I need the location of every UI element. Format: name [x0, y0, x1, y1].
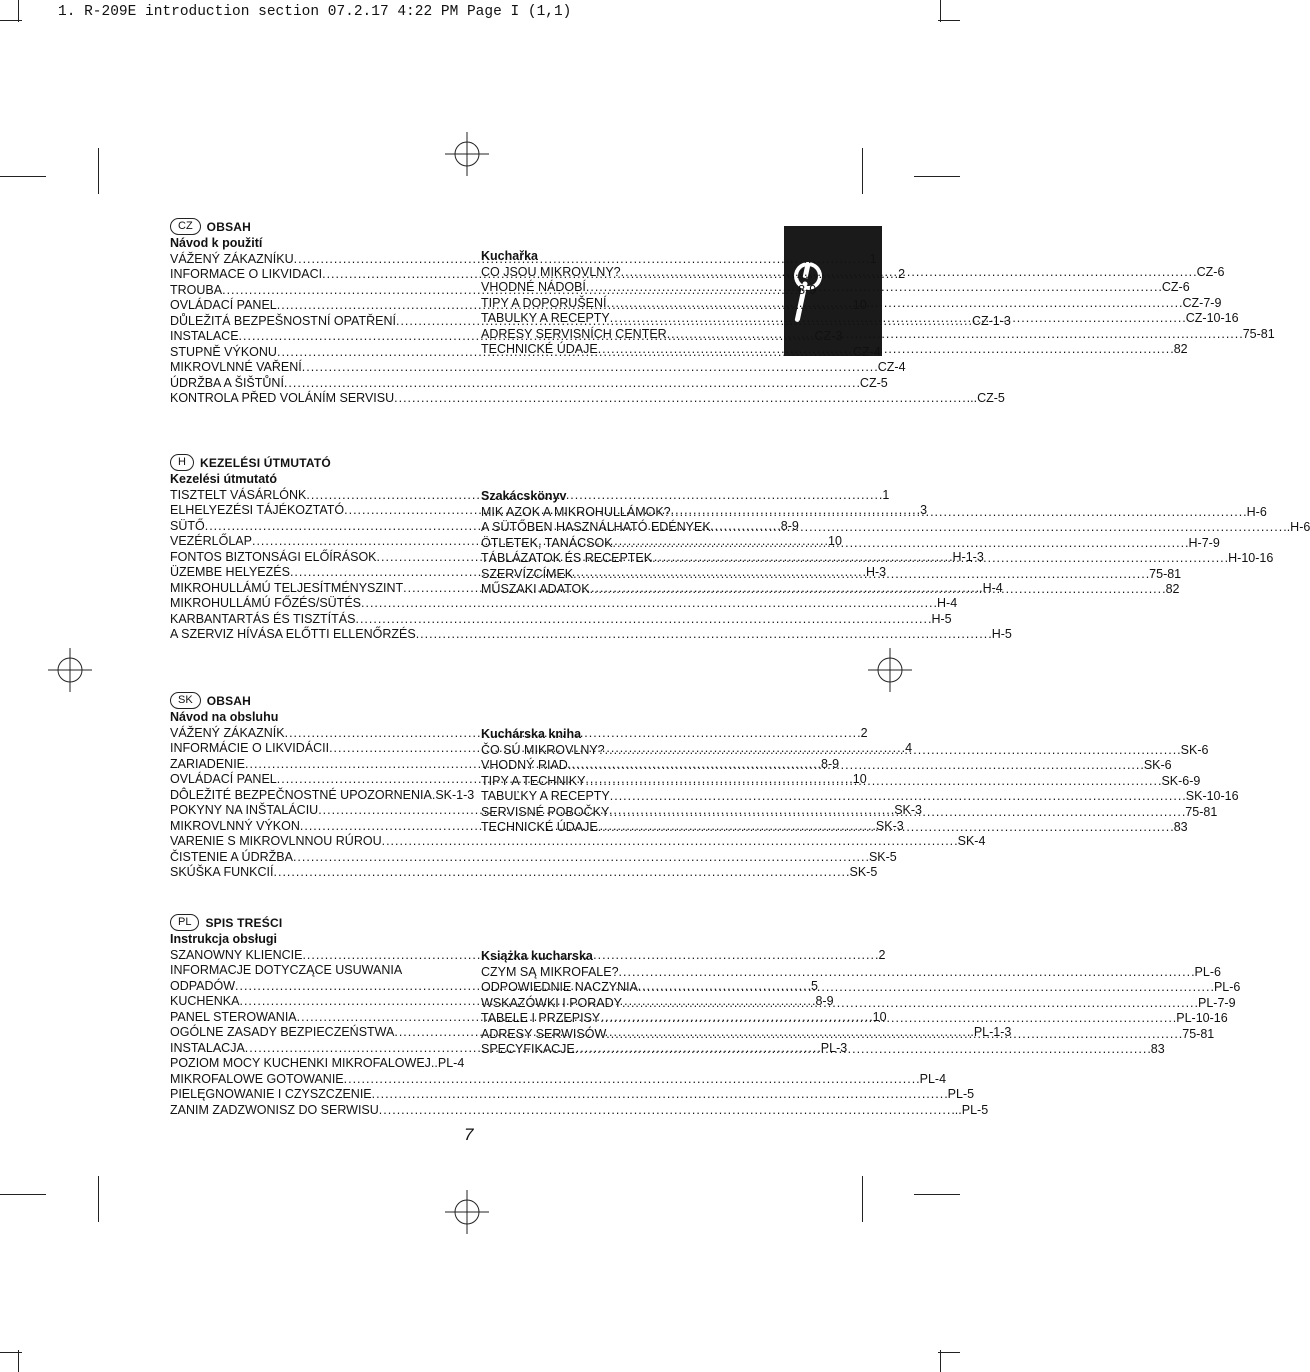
toc-entry-label: SÜTŐ [170, 518, 205, 533]
section-title: KEZELÉSI ÚTMUTATÓ [199, 455, 331, 470]
toc-entry-page: .PL-3 [817, 1040, 848, 1055]
toc-entry [170, 375, 888, 392]
toc-entry-page: .H-4 [933, 596, 958, 610]
toc-entry-page: .10 [824, 534, 842, 548]
toc-entry-page: .SK-5 [865, 849, 897, 864]
toc-entry-label: MŰSZAKI ADATOK [481, 582, 590, 596]
toc-entry-page: .75-81 [1181, 804, 1218, 819]
toc-entry-label: OVLÁDACÍ PANEL [170, 298, 277, 312]
toc-entry-page: ..PL-1-3 [966, 1025, 1012, 1039]
language-badge: PL [170, 914, 199, 931]
dot-leader [586, 280, 1159, 296]
dot-leader [605, 743, 1178, 759]
crop-mark [862, 148, 863, 194]
toc-entry-label: VHODNÉ NÁDOBÍ [481, 280, 586, 294]
toc-entry [481, 1011, 1228, 1027]
section-subtitle: Kezelési útmutató [170, 472, 277, 486]
toc-entry-page: .8-9 [777, 518, 799, 533]
toc-entry-page: .10 [849, 772, 867, 786]
toc-entry-label: ODPADÓW [170, 978, 236, 993]
dot-leader [585, 774, 1158, 790]
toc-entry-page: .CZ-4 [874, 360, 906, 374]
toc-entry [170, 627, 1012, 643]
toc-entry-label: ZARIADENIE [170, 756, 246, 771]
toc-entry-label: KONTROLA PŘED VOLÁNÍM SERVISU [170, 391, 395, 405]
toc-entry-label: INFORMÁCIE O LIKVIDÁCII [170, 741, 330, 755]
dot-leader [568, 758, 1141, 774]
toc-entry [170, 1087, 975, 1103]
dot-leader [600, 1011, 1173, 1027]
toc-entry-page: .CZ-6 [1158, 280, 1190, 294]
crop-mark [940, 1350, 941, 1372]
crop-mark [0, 176, 46, 177]
toc-entry-page: .1 [878, 487, 890, 502]
toc-entry-label: MIKROVLNNÝ VÝKON [170, 818, 300, 833]
cookbook-title: Książka kucharska [481, 949, 593, 963]
crop-mark [938, 1352, 960, 1353]
toc-entry-label: VEZÉRLŐLAP [170, 534, 252, 548]
toc-entry-page: .2 [874, 947, 886, 962]
dot-leader [575, 1042, 1148, 1058]
toc-entry-page: .SK-6 [1140, 758, 1172, 772]
toc-entry [170, 391, 1005, 407]
crop-mark [914, 1194, 960, 1195]
toc-entry [481, 504, 1267, 521]
crop-mark [914, 176, 960, 177]
section-heading [170, 454, 460, 471]
crop-mark [0, 1352, 22, 1353]
toc-entry-label: ADRESY SERWISÓW [481, 1026, 607, 1041]
crop-mark [18, 0, 19, 22]
language-badge: CZ [170, 218, 201, 235]
toc-entry-label: CO JSOU MIKROVLNY? [481, 264, 621, 279]
toc-entry-label: PANEL STEROWANIA [170, 1009, 297, 1024]
toc-entry-page: ...CZ-5 [966, 391, 1005, 405]
toc-entry-label: VARENIE S MIKROVLNNOU RÚROU [170, 834, 382, 848]
toc-entry-page: .CZ-1-3 [968, 313, 1011, 328]
toc-entry [170, 596, 958, 612]
dot-leader [372, 1087, 945, 1103]
dot-leader [379, 1103, 952, 1119]
toc-entry-label: DÔLEŽITÉ BEZPEČNOSTNÉ UPOZORNENIA [170, 787, 432, 802]
dot-leader [382, 834, 955, 850]
toc-entry-page: .CZ-6 [1193, 264, 1225, 279]
toc-entry-page: .8-9 [812, 994, 834, 1008]
toc-entry-label: A SZERVIZ HÍVÁSA ELŐTTI ELLENŐRZÉS [170, 627, 416, 641]
toc-entry-label: KARBANTARTÁS ÉS TISZTÍTÁS [170, 611, 356, 626]
dot-leader [355, 612, 928, 628]
toc-entry-label: TECHNICKÉ ÚDAJE [481, 342, 598, 356]
toc-entry-label: ČO SÚ MIKROVLNY? [481, 742, 605, 757]
toc-entry-page: .2 [857, 725, 868, 740]
cookbook-title: Kuchařka [481, 249, 538, 263]
language-badge: SK [170, 692, 201, 709]
registration-mark-icon [868, 648, 912, 692]
crop-mark [938, 20, 960, 21]
toc-entry-label: STUPNĚ VÝKONU [170, 344, 277, 359]
toc-entry-label: FONTOS BIZTONSÁGI ELŐÍRÁSOK [170, 549, 377, 564]
toc-entry [170, 834, 986, 850]
dot-leader [302, 360, 875, 376]
toc-entry-label: OGÓLNE ZASADY BEZPIECZEŃSTWA [170, 1025, 395, 1039]
page-number: 7 [464, 1125, 474, 1144]
dot-leader [671, 505, 1244, 521]
toc-entry-page: .4 [901, 741, 913, 755]
dot-leader [590, 582, 1163, 598]
toc-entry-page: .1 [866, 251, 877, 266]
section-title: OBSAH [206, 219, 252, 234]
dot-leader [394, 391, 967, 407]
toc-entry-label: POKYNY NA INŠTALÁCIU [170, 803, 319, 817]
dot-leader [622, 996, 1195, 1012]
toc-entry-page: .CZ-3 [811, 329, 843, 343]
toc-entry-page: .SK-1-3 [431, 787, 475, 802]
toc-entry-page: .PL-6 [1210, 980, 1241, 994]
toc-entry-page: .PL-10-16 [1172, 1011, 1228, 1025]
dot-leader [609, 805, 1182, 821]
dot-leader [621, 265, 1194, 281]
toc-entry-page: .83 [1147, 1042, 1165, 1056]
toc-entry-page: .CZ-5 [856, 375, 888, 390]
toc-entry-page: .8-9 [794, 282, 817, 297]
dot-leader [598, 342, 1171, 358]
toc-entry-label: ADRESY SERVISNÍCH CENTER [481, 326, 667, 341]
toc-entry [170, 1071, 947, 1088]
crop-mark [98, 148, 99, 194]
toc-entry [481, 742, 1209, 759]
toc-entry-page: .3 [916, 503, 928, 517]
toc-entry [170, 611, 952, 628]
toc-entry-label: MIKROHULLÁMÚ FŐZÉS/SÜTÉS [170, 596, 361, 610]
toc-entry-page: .H-5 [928, 611, 952, 626]
section-heading [170, 692, 460, 709]
toc-entry-label: TISZTELT VÁSÁRLÓNK [170, 487, 307, 502]
toc-entry-label: SZERVÍZCÍMEK [481, 566, 574, 581]
section-heading [170, 914, 460, 931]
toc-entry-page: .10 [869, 1009, 887, 1024]
toc-entry-page: .SK-6 [1177, 742, 1209, 757]
toc-entry-page: ..H-4 [975, 580, 1003, 595]
section-subtitle: Návod na obsluhu [170, 710, 279, 724]
toc-entry-page: .2 [894, 267, 906, 281]
toc-entry-label: ČISTENIE A ÚDRŽBA [170, 849, 293, 864]
dot-leader [619, 965, 1192, 981]
toc-entry-label: ÚDRŽBA A ŠIŠTŮNÍ [170, 375, 284, 390]
dot-leader [711, 520, 1284, 536]
toc-entry-page: .CZ-10-16 [1182, 311, 1239, 325]
registration-mark-icon [445, 132, 489, 176]
toc-entry-page: .75-81 [1178, 1026, 1215, 1041]
toc-entry-label: VHODNÝ RIAD [481, 758, 568, 772]
toc-entry [170, 865, 878, 881]
dot-leader [361, 596, 934, 612]
dot-leader [610, 311, 1183, 327]
toc-entry-page: .CZ-4 [849, 344, 881, 359]
dot-leader [652, 551, 1225, 567]
crop-mark [0, 1194, 46, 1195]
crop-mark [0, 20, 22, 21]
toc-entry-label: ÜZEMBE HELYEZÉS [170, 565, 290, 579]
toc-entry-label: SZANOWNY KLIENCIE [170, 947, 303, 962]
toc-entry-page: .H-10-16 [1224, 551, 1274, 565]
toc-entry-label: INFORMACE O LIKVIDACI [170, 267, 323, 281]
toc-entry-page: ...PL-5 [951, 1102, 989, 1117]
toc-entry-page: ..PL-4 [430, 1056, 465, 1070]
language-badge: H [170, 454, 194, 471]
toc-entry [481, 264, 1225, 281]
dot-leader [613, 536, 1186, 552]
toc-entry-label: ÖTLETEK, TANÁCSOK [481, 535, 613, 550]
dot-leader [610, 789, 1183, 805]
toc-entry-label: VÁŽENÝ ZÁKAZNÍKU [170, 251, 294, 266]
toc-entry-label: TÁBLÁZATOK ÉS RECEPTEK [481, 551, 653, 565]
toc-entry-label: SERVISNÉ POBOČKY [481, 804, 610, 819]
section-heading [170, 218, 460, 235]
toc-entry [170, 787, 475, 804]
dot-leader [607, 296, 1180, 312]
toc-entry [170, 1056, 465, 1072]
toc-entry-label: TROUBA [170, 282, 223, 297]
crop-mark [18, 1350, 19, 1372]
toc-entry-label: VÁŽENÝ ZÁKAZNÍK [170, 725, 285, 740]
toc-entry [170, 849, 897, 866]
toc-entry-page: .PL-4 [916, 1071, 947, 1086]
toc-entry-label: MIKROVLNNÉ VAŘENÍ [170, 360, 302, 374]
print-header: 1. R-209E introduction section 07.2.17 4:22 PM Page I (1,1) [58, 4, 572, 20]
toc-entry-label: MIK AZOK A MIKROHULLÁMOK? [481, 504, 671, 519]
toc-entry [481, 980, 1241, 996]
toc-entry-page: .SK-3 [890, 803, 922, 817]
section-title: OBSAH [206, 693, 252, 708]
dot-leader [344, 1072, 917, 1088]
section-subtitle: Instrukcja obsługi [170, 932, 277, 946]
dot-leader [667, 327, 1240, 343]
toc-entry-label: TECHNICKÉ ÚDAJE [481, 820, 598, 834]
dot-leader [293, 850, 866, 866]
toc-entry-page: .SK-6-9 [1157, 773, 1201, 788]
toc-entry-label: DŮLEŽITÁ BEZPEŠNOSTNÍ OPATŘENÍ [170, 313, 396, 328]
toc-entry-page: .H-1-3 [949, 549, 984, 564]
toc-entry-label: A SÜTŐBEN HASZNÁLHATÓ EDÉNYEK [481, 520, 711, 534]
toc-entry-page: .8-9 [817, 756, 840, 771]
toc-entry-label: CZYM SĄ MIKROFALE? [481, 964, 619, 979]
toc-entry-label: ZANIM ZADZWONISZ DO SERWISU [170, 1102, 379, 1117]
section-subtitle: Návod k použití [170, 236, 263, 250]
toc-entry-label: TIPY A DOPORUŠENÍ [481, 295, 607, 310]
toc-entry-label: TABUĽKY A RECEPTY [481, 789, 610, 803]
toc-entry-page: .82 [1162, 582, 1180, 596]
toc-entry-label: WSKAZÓWKI I PORADY [481, 995, 622, 1010]
dot-leader [284, 376, 857, 392]
toc-entry-label: INSTALACE [170, 329, 239, 343]
toc-entry [481, 964, 1221, 981]
crop-mark [862, 1176, 863, 1222]
dot-leader [573, 567, 1146, 583]
toc-entry-label: SKÚŠKA FUNKCIÍ [170, 865, 274, 879]
registration-mark-icon [48, 648, 92, 692]
dot-leader [638, 980, 1211, 996]
toc-entry-page: .10 [849, 298, 867, 312]
toc-entry-label: TIPY A TECHNIKY [481, 773, 586, 788]
toc-entry-page: .75-81 [1145, 566, 1182, 581]
cookbook-title: Kuchárska kniha [481, 727, 582, 741]
toc-entry-page: .75-81 [1239, 326, 1275, 341]
toc-entry-page: .82 [1170, 342, 1188, 356]
toc-entry-page: .83 [1170, 820, 1188, 834]
toc-entry-page: .SK-3 [872, 818, 904, 833]
crop-mark [940, 0, 941, 22]
cookbook-title: Szakácskönyv [481, 489, 567, 503]
registration-mark-icon [445, 1190, 489, 1234]
toc-entry-page: .H-7-9 [1185, 535, 1220, 550]
toc-entry-label: INFORMACJE DOTYCZĄCE USUWANIA [170, 963, 403, 977]
toc-entry-page: .H-5 [988, 627, 1012, 641]
dot-leader [598, 820, 1171, 836]
toc-entry-label: ODPOWIEDNIE NACZYNIA [481, 980, 638, 994]
toc-entry-page: .PL-6 [1191, 964, 1221, 979]
toc-entry-page: .H-6 [1243, 504, 1267, 519]
toc-entry-label: OVLÁDACÍ PANEL [170, 772, 277, 786]
section-title: SPIS TREŚCI [205, 915, 283, 930]
toc-entry-label: KUCHENKA [170, 994, 240, 1008]
toc-entry-page: .H-3 [862, 565, 887, 579]
toc-entry-page: ..H-6 [1283, 520, 1310, 534]
toc-entry-label: POZIOM MOCY KUCHENKI MIKROFALOWEJ [170, 1056, 431, 1070]
toc-entry-page: .SK-4 [954, 834, 986, 848]
dot-leader [274, 865, 847, 881]
toc-entry-label: TABELE I PRZEPISY [481, 1011, 601, 1025]
crop-mark [98, 1176, 99, 1222]
toc-entry-page: .PL-7-9 [1194, 995, 1236, 1010]
toc-entry-label: SPECYFIKACJE [481, 1042, 575, 1056]
toc-entry-label: INSTALACJA [170, 1040, 245, 1055]
toc-entry-label: PIELĘGNOWANIE I CZYSZCZENIE [170, 1087, 372, 1101]
toc-entry [481, 789, 1239, 805]
toc-entry [170, 1102, 989, 1119]
dot-leader [606, 1027, 1179, 1043]
toc-entry-label: ELHELYEZÉSI TÁJÉKOZTATÓ [170, 503, 345, 517]
toc-entry-label: MIKROHULLÁMÚ TELJESÍTMÉNYSZINT [170, 580, 404, 595]
toc-entry-page: .PL-5 [944, 1087, 975, 1101]
toc-entry-page: .SK-5 [846, 865, 878, 879]
toc-entry-page: .SK-10-16 [1182, 789, 1239, 803]
toc-entry [170, 963, 460, 979]
toc-entry [170, 360, 906, 376]
dot-leader [416, 627, 989, 643]
toc-entry-page: .CZ-7-9 [1179, 295, 1222, 310]
toc-entry-label: TABULKY A RECEPTY [481, 311, 610, 325]
toc-entry-label: MIKROFALOWE GOTOWANIE [170, 1071, 344, 1086]
toc-entry-page: .5 [807, 978, 819, 993]
